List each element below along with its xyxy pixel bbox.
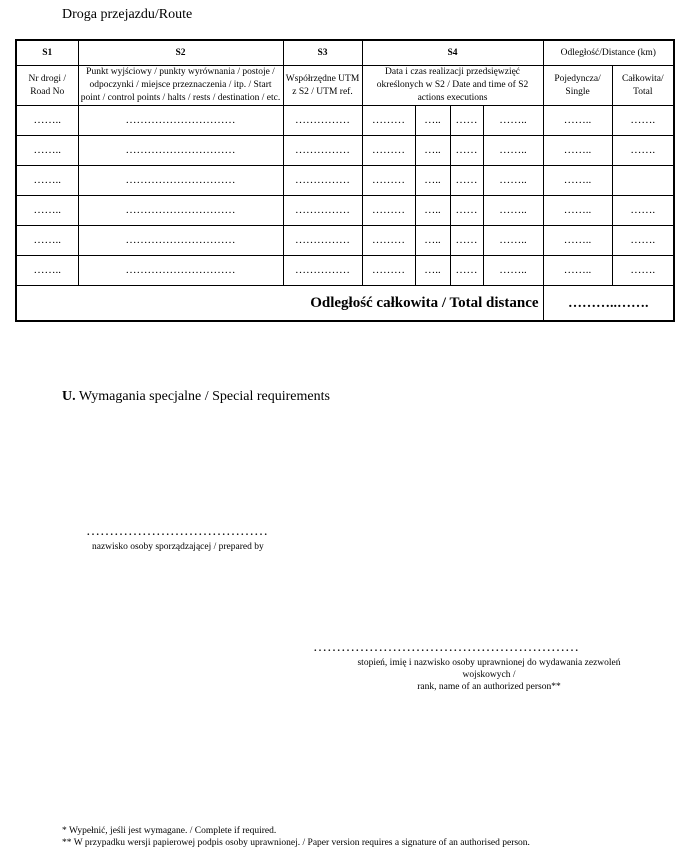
table-cell[interactable]: ……………: [283, 226, 362, 256]
header-utm: Współrzędne UTM z S2 / UTM ref.: [283, 66, 362, 106]
header-distance: Odległość/Distance (km): [543, 40, 674, 66]
table-cell[interactable]: …………………………: [78, 106, 283, 136]
table-cell[interactable]: ……: [450, 256, 483, 286]
table-cell[interactable]: …….: [612, 136, 674, 166]
header-total: Całkowita/ Total: [612, 66, 674, 106]
route-title: Droga przejazdu/Route: [62, 7, 193, 22]
footnotes: [62, 825, 530, 849]
table-cell[interactable]: …………………………: [78, 166, 283, 196]
table-cell[interactable]: ……………: [283, 166, 362, 196]
table-cell[interactable]: ……..: [543, 106, 612, 136]
table-cell[interactable]: ……: [450, 226, 483, 256]
table-cell[interactable]: …..: [415, 166, 450, 196]
table-cell[interactable]: ………: [362, 136, 415, 166]
table-cell[interactable]: ……..: [483, 196, 543, 226]
table-cell[interactable]: ……..: [543, 256, 612, 286]
table-cell[interactable]: ……..: [16, 256, 78, 286]
table-cell[interactable]: ……..: [16, 106, 78, 136]
table-row: [16, 196, 674, 226]
table-cell[interactable]: ……………: [283, 196, 362, 226]
header-single: Pojedyncza/ Single: [543, 66, 612, 106]
table-cell[interactable]: ……..: [16, 196, 78, 226]
table-cell[interactable]: ……..: [16, 226, 78, 256]
table-cell[interactable]: …………………………: [78, 196, 283, 226]
header-s2: S2: [78, 40, 283, 66]
table-cell[interactable]: ……..: [483, 136, 543, 166]
table-cell[interactable]: ……..: [483, 166, 543, 196]
table-cell[interactable]: …..: [415, 226, 450, 256]
table-cell[interactable]: …………………………: [78, 136, 283, 166]
table-cell[interactable]: …….: [612, 256, 674, 286]
table-row: [16, 136, 674, 166]
footnote-1: * Wypełnić, jeśli jest wymagane. / Complete if required.: [62, 826, 277, 836]
total-distance-value[interactable]: ………..…….: [543, 286, 674, 322]
header-s1: S1: [16, 40, 78, 66]
table-cell[interactable]: ………: [362, 166, 415, 196]
table-row: [16, 256, 674, 286]
table-cell[interactable]: ……: [450, 136, 483, 166]
table-cell[interactable]: ……: [450, 196, 483, 226]
table-cell[interactable]: ……………: [283, 136, 362, 166]
table-cell[interactable]: ……..: [543, 226, 612, 256]
table-cell[interactable]: …..: [415, 256, 450, 286]
table-cell[interactable]: ……..: [16, 166, 78, 196]
table-cell[interactable]: ……..: [483, 106, 543, 136]
authorized-label-line2: wojskowych /: [462, 670, 516, 680]
header-s3: S3: [283, 40, 362, 66]
special-requirements-title: Wymagania specjalne / Special requirements: [78, 389, 330, 404]
table-cell[interactable]: ……..: [16, 136, 78, 166]
table-cell[interactable]: …….: [612, 106, 674, 136]
header-points: Punkt wyjściowy / punkty wyrównania / postoje / odpoczynki / miejsce przeznaczenia / itp. / Start point / control points / halts / rests / destination / etc.: [78, 66, 283, 106]
special-requirements-heading: [62, 389, 330, 405]
table-cell[interactable]: ……..: [543, 166, 612, 196]
table-row: [16, 226, 674, 256]
table-cell[interactable]: ……………: [283, 106, 362, 136]
table-cell[interactable]: ………: [362, 196, 415, 226]
total-distance-label: Odległość całkowita / Total distance: [16, 286, 543, 322]
table-cell[interactable]: …………………………: [78, 226, 283, 256]
table-cell[interactable]: …..: [415, 106, 450, 136]
table-cell[interactable]: ……..: [543, 136, 612, 166]
table-cell[interactable]: ……..: [483, 256, 543, 286]
authorized-label-line3: rank, name of an authorized person**: [417, 682, 561, 692]
table-cell[interactable]: ………: [362, 226, 415, 256]
header-datetime: Data i czas realizacji przedsięwzięć określonych w S2 / Date and time of S2 actions executions: [362, 66, 543, 106]
header-road-no: Nr drogi / Road No: [16, 66, 78, 106]
table-row: [16, 106, 674, 136]
section-letter: U.: [62, 389, 76, 404]
table-cell[interactable]: ……..: [543, 196, 612, 226]
authorized-label-line1: stopień, imię i nazwisko osoby uprawnionej do wydawania zezwoleń: [357, 658, 621, 668]
table-row: [16, 166, 674, 196]
table-cell[interactable]: ………: [362, 106, 415, 136]
route-rows: [16, 106, 674, 286]
table-cell[interactable]: ……..: [483, 226, 543, 256]
table-cell[interactable]: ……: [450, 106, 483, 136]
table-cell[interactable]: …..: [415, 196, 450, 226]
header-s4: S4: [362, 40, 543, 66]
table-cell[interactable]: …….: [612, 196, 674, 226]
prepared-by-label: nazwisko osoby sporządzającej / prepared by: [92, 542, 264, 552]
authorized-person-label: [306, 657, 672, 693]
table-cell[interactable]: [612, 166, 674, 196]
table-cell[interactable]: …..: [415, 136, 450, 166]
table-cell[interactable]: …………………………: [78, 256, 283, 286]
footnote-2: ** W przypadku wersji papierowej podpis osoby uprawnionej. / Paper version requires a signature of an authorised person.: [62, 838, 530, 848]
table-cell[interactable]: ……………: [283, 256, 362, 286]
authorized-signature-line[interactable]: …………………………………………………: [313, 640, 579, 655]
table-cell[interactable]: ……: [450, 166, 483, 196]
route-table: [15, 39, 675, 322]
table-cell[interactable]: ………: [362, 256, 415, 286]
prepared-by-signature-line[interactable]: …………………………………: [86, 524, 268, 539]
table-cell[interactable]: …….: [612, 226, 674, 256]
